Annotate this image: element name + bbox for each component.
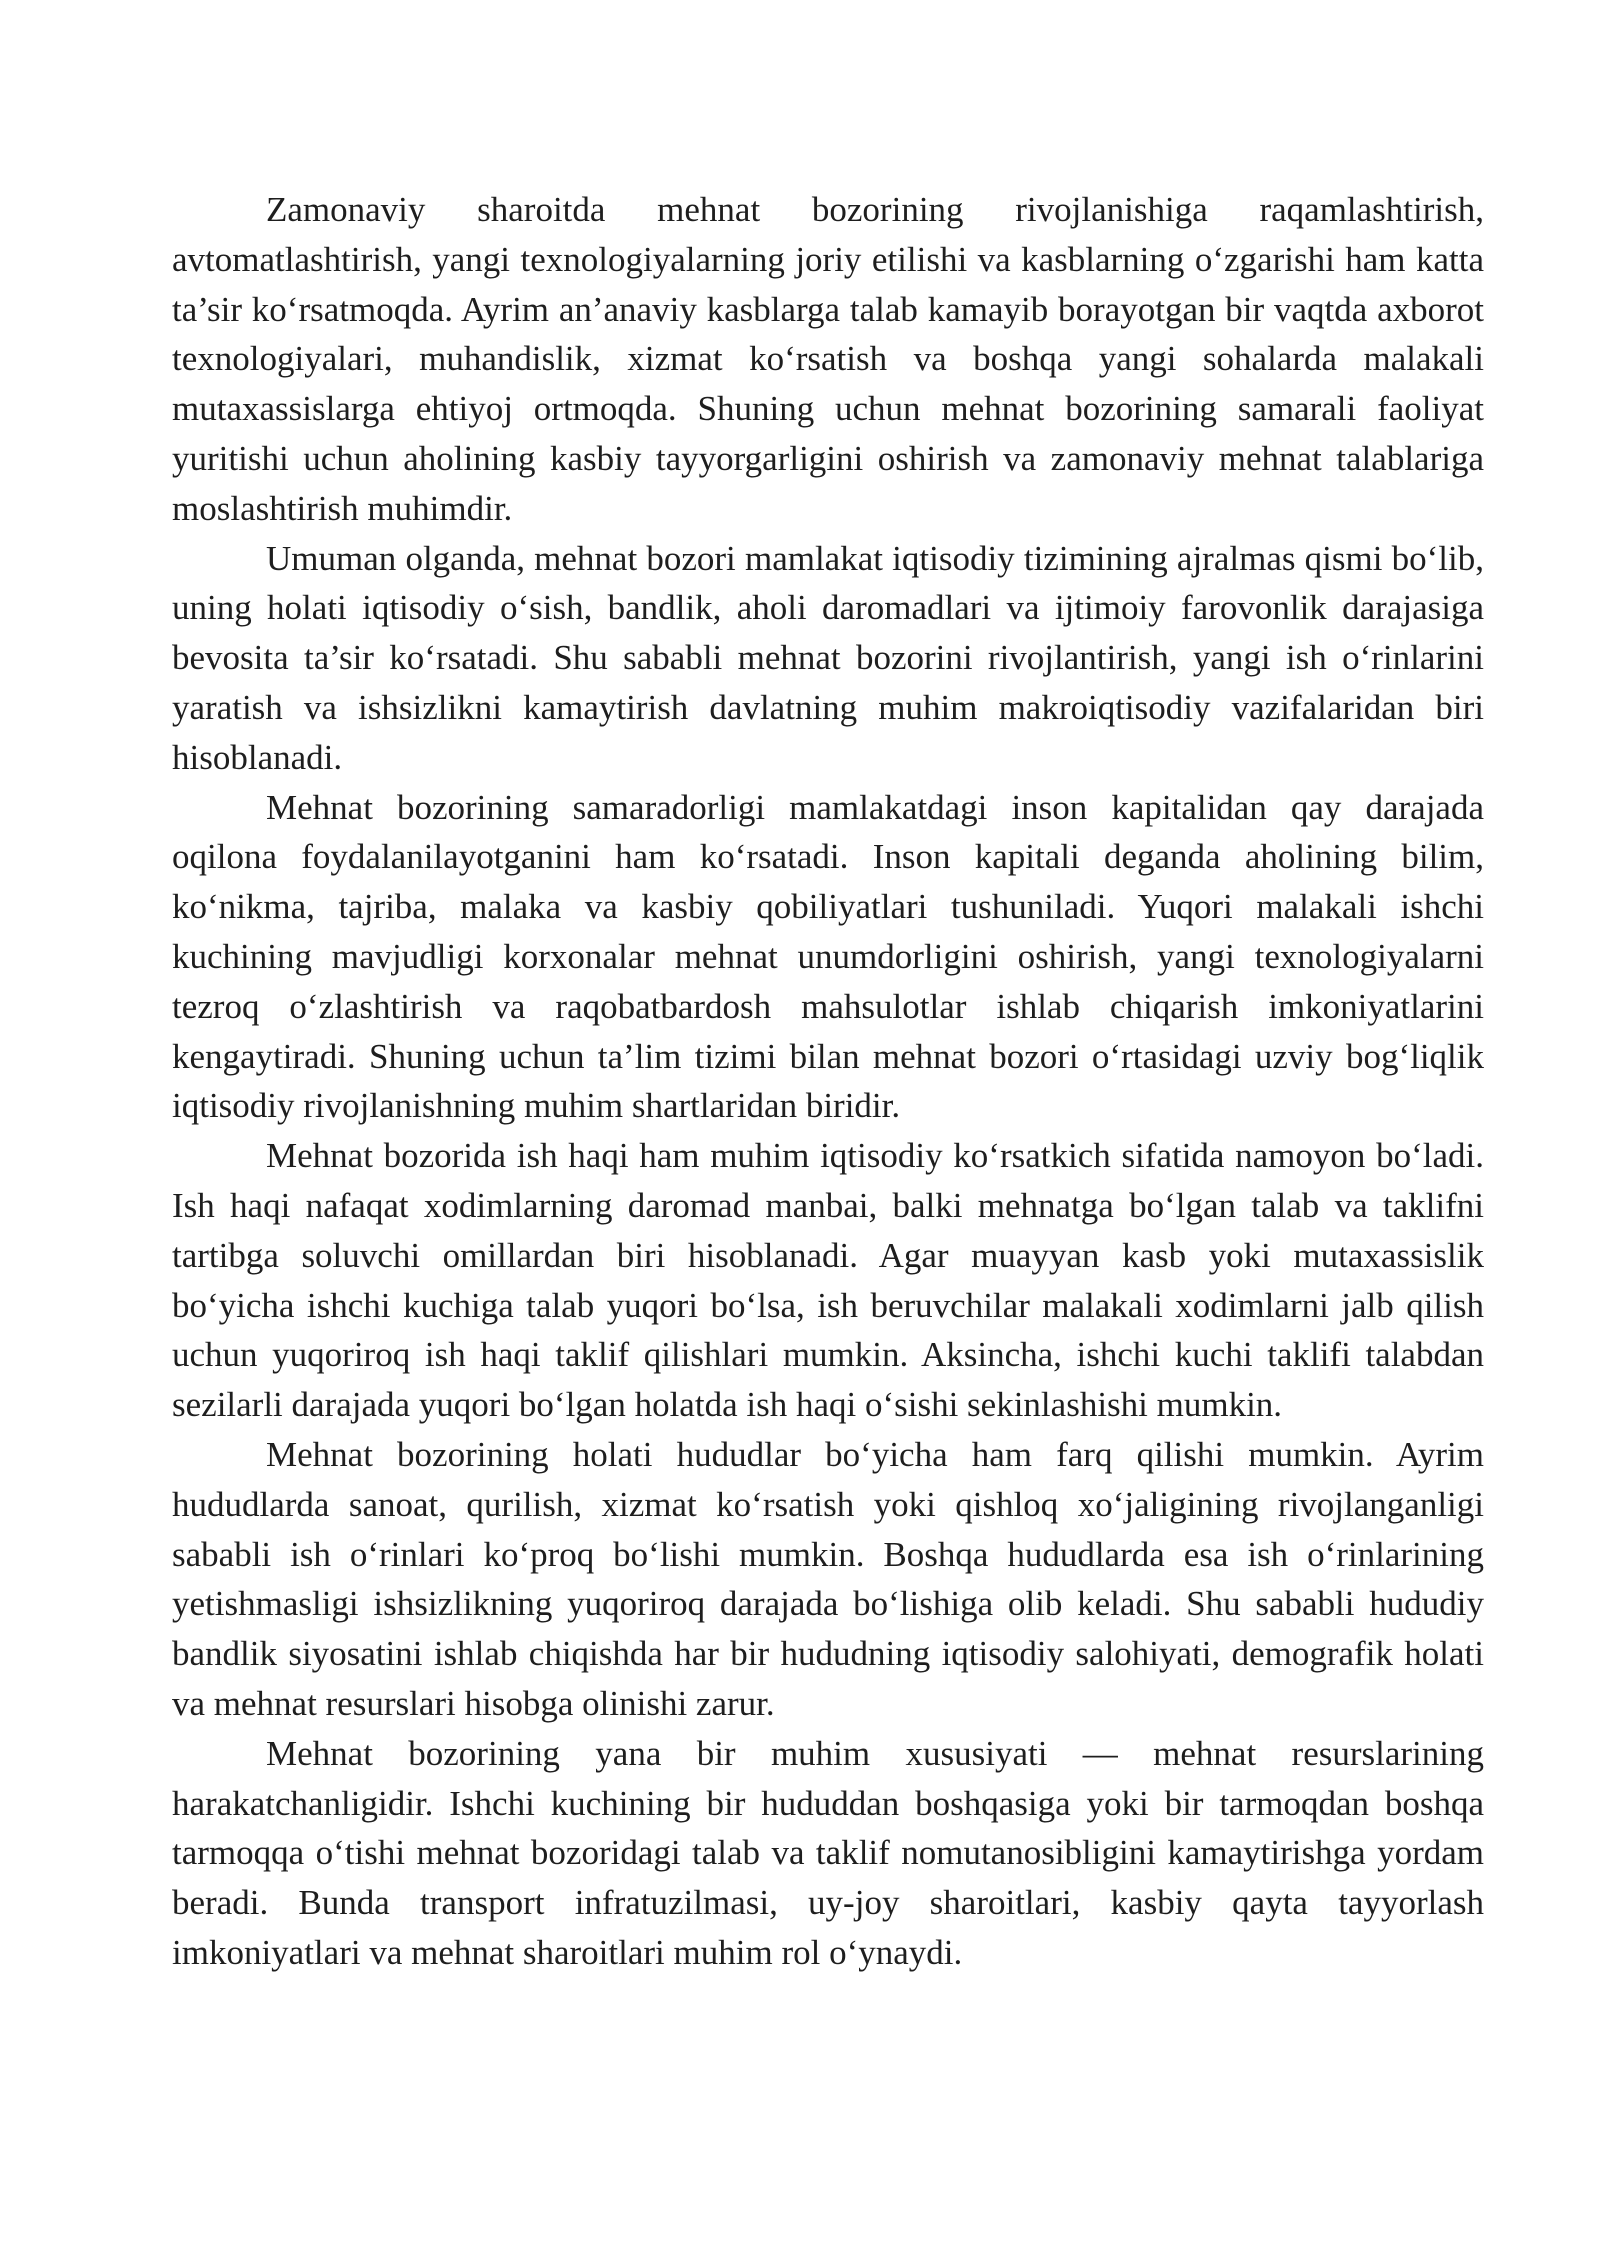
- paragraph-4: Mehnat bozorida ish haqi ham muhim iqtisodiy ko‘rsatkich sifatida namoyon bo‘ladi. Ish haqi nafaqat xodimlarning daromad manbai, balki mehnatga bo‘lgan talab va taklifni tartibga soluvchi omillardan biri hisoblanadi. Agar muayyan kasb yoki mutaxassislik bo‘yicha ishchi kuchiga talab yuqori bo‘lsa, ish beruvchilar malakali xodimlarni jalb qilish uchun yuqoriroq ish haqi taklif qilishlari mumkin. Aksincha, ishchi kuchi taklifi talabdan sezilarli darajada yuqori bo‘lgan holatda ish haqi o‘sishi sekinlashishi mumkin.: [172, 1136, 1484, 1425]
- paragraph-1: Zamonaviy sharoitda mehnat bozorining rivojlanishiga raqamlashtirish, avtomatlashtirish, yangi texnologiyalarning joriy etilishi va kasblarning o‘zgarishi ham katta ta’sir ko‘rsatmoqda. Ayrim an’anaviy kasblarga talab kamayib borayotgan bir vaqtda axborot texnologiyalari, muhandislik, xizmat ko‘rsatish va boshqa yangi sohalarda malakali mutaxassislarga ehtiyoj ortmoqda. Shuning uchun mehnat bozorining samarali faoliyat yuritishi uchun aholining kasbiy tayyorgarligini oshirish va zamonaviy mehnat talablariga moslashtirish muhimdir.: [172, 190, 1484, 528]
- paragraph-3: Mehnat bozorining samaradorligi mamlakatdagi inson kapitalidan qay darajada oqilona foydalanilayotganini ham ko‘rsatadi. Inson kapitali deganda aholining bilim, ko‘nikma, tajriba, malaka va kasbiy qobiliyatlari tushuniladi. Yuqori malakali ishchi kuchining mavjudligi korxonalar mehnat unumdorligini oshirish, yangi texnologiyalarni tezroq o‘zlashtirish va raqobatbardosh mahsulotlar ishlab chiqarish imkoniyatlarini kengaytiradi. Shuning uchun ta’lim tizimi bilan mehnat bozori o‘rtasidagi uzviy bog‘liqlik iqtisodiy rivojlanishning muhim shartlaridan biridir.: [172, 787, 1484, 1126]
- document-page: [172, 185, 1484, 1978]
- paragraph-5: Mehnat bozorining holati hududlar bo‘yicha ham farq qilishi mumkin. Ayrim hududlarda sanoat, qurilish, xizmat ko‘rsatish yoki qishloq xo‘jaligining rivojlanganligi sababli ish o‘rinlari ko‘proq bo‘lishi mumkin. Boshqa hududlarda esa ish o‘rinlarining yetishmasligi ishsizlikning yuqoriroq darajada bo‘lishiga olib keladi. Shu sababli hududiy bandlik siyosatini ishlab chiqishda har bir hududning iqtisodiy salohiyati, demografik holati va mehnat resurslari hisobga olinishi zarur.: [172, 1434, 1484, 1723]
- paragraph-2: Umuman olganda, mehnat bozori mamlakat iqtisodiy tizimining ajralmas qismi bo‘lib, uning holati iqtisodiy o‘sish, bandlik, aholi daromadlari va ijtimoiy farovonlik darajasiga bevosita ta’sir ko‘rsatadi. Shu sababli mehnat bozorini rivojlantirish, yangi ish o‘rinlarini yaratish va ishsizlikni kamaytirish davlatning muhim makroiqtisodiy vazifalaridan biri hisoblanadi.: [172, 538, 1484, 777]
- paragraph-6: Mehnat bozorining yana bir muhim xususiyati — mehnat resurslarining harakatchanligidir. Ishchi kuchining bir hududdan boshqasiga yoki bir tarmoqdan boshqa tarmoqqa o‘tishi mehnat bozoridagi talab va taklif nomutanosibligini kamaytirishga yordam beradi. Bunda transport infratuzilmasi, uy-joy sharoitlari, kasbiy qayta tayyorlash imkoniyatlari va mehnat sharoitlari muhim rol o‘ynaydi.: [172, 1733, 1484, 1972]
